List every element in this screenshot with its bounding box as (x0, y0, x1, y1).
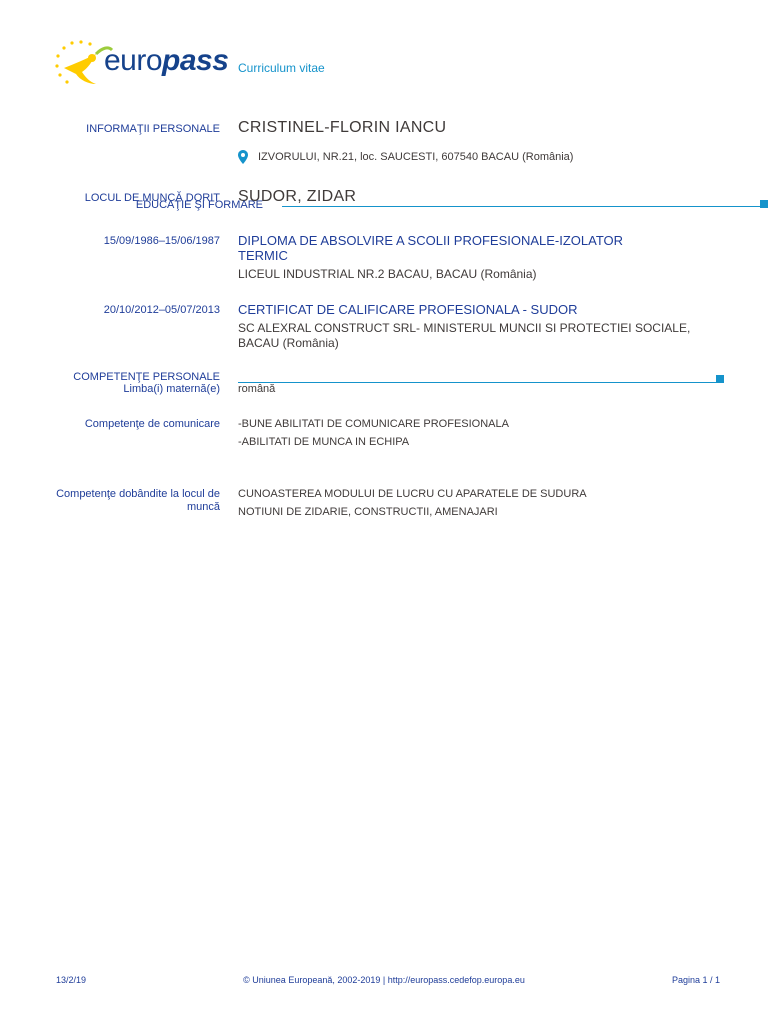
education-divider (282, 206, 760, 207)
skills-divider-marker (716, 375, 724, 383)
skills-label: COMPETENŢE PERSONALE (73, 371, 220, 383)
job-skills-list (238, 485, 587, 521)
job-skills-label (0, 488, 220, 514)
skills-divider (238, 382, 718, 383)
footer-page-number: Pagina 1 / 1 (671, 975, 720, 985)
job-skills-label-line1: Competenţe dobândite la locul de (56, 488, 220, 500)
education-org-1: LICEUL INDUSTRIAL NR.2 BACAU, BACAU (România) (238, 267, 537, 281)
document-title: Curriculum vitae (238, 61, 325, 75)
desired-job-label: LOCUL DE MUNCĂ DORIT (84, 192, 220, 204)
job-skill-item-2: NOTIUNI DE ZIDARIE, CONSTRUCTII, AMENAJARI (238, 506, 498, 518)
communication-item-1: -BUNE ABILITATI DE COMUNICARE PROFESIONALA (238, 418, 509, 430)
education-org-2-line1: SC ALEXRAL CONSTRUCT SRL- MINISTERUL MUNCII SI PROTECTIEI SOCIALE, (238, 321, 691, 335)
communication-label: Competenţe de comunicare (84, 418, 220, 430)
education-dates-1: 15/09/1986–15/06/1987 (103, 235, 220, 247)
wordmark-pass: pass (162, 44, 229, 77)
footer-date: 13/2/19 (56, 975, 87, 985)
footer-copyright: © Uniunea Europeană, 2002-2019 | http://europass.cedefop.europa.eu (243, 975, 525, 985)
person-name: CRISTINEL-FLORIN IANCU (238, 119, 447, 136)
education-title-1-line1: DIPLOMA DE ABSOLVIRE A SCOLII PROFESIONALE-IZOLATOR (238, 233, 624, 248)
education-dates-2: 20/10/2012–05/07/2013 (103, 304, 220, 316)
mother-tongue-value: română (238, 383, 276, 395)
education-org-2-line2: BACAU (România) (238, 336, 339, 350)
job-skills-label-line2: muncă (186, 501, 220, 513)
wordmark-euro: euro (104, 44, 163, 77)
mother-tongue-label: Limba(i) maternă(e) (123, 383, 220, 395)
education-org-2 (238, 321, 718, 351)
communication-list (238, 415, 509, 451)
education-title-1-line2: TERMIC (238, 248, 288, 263)
desired-job-value: SUDOR, ZIDAR (238, 188, 357, 205)
education-divider-marker (760, 200, 768, 208)
communication-item-2: -ABILITATI DE MUNCA IN ECHIPA (238, 436, 410, 448)
location-pin-icon (238, 150, 248, 164)
europass-wordmark (104, 44, 228, 78)
education-title-2: CERTIFICAT DE CALIFICARE PROFESIONALA - SUDOR (238, 302, 578, 317)
address: IZVORULUI, NR.21, loc. SAUCESTI, 607540 BACAU (România) (258, 151, 574, 163)
education-label: EDUCAŢIE ŞI FORMARE (135, 199, 263, 211)
education-title-1 (238, 233, 658, 263)
job-skill-item-1: CUNOASTEREA MODULUI DE LUCRU CU APARATELE DE SUDURA (238, 488, 587, 500)
personal-info-label: INFORMAŢII PERSONALE (86, 123, 220, 135)
